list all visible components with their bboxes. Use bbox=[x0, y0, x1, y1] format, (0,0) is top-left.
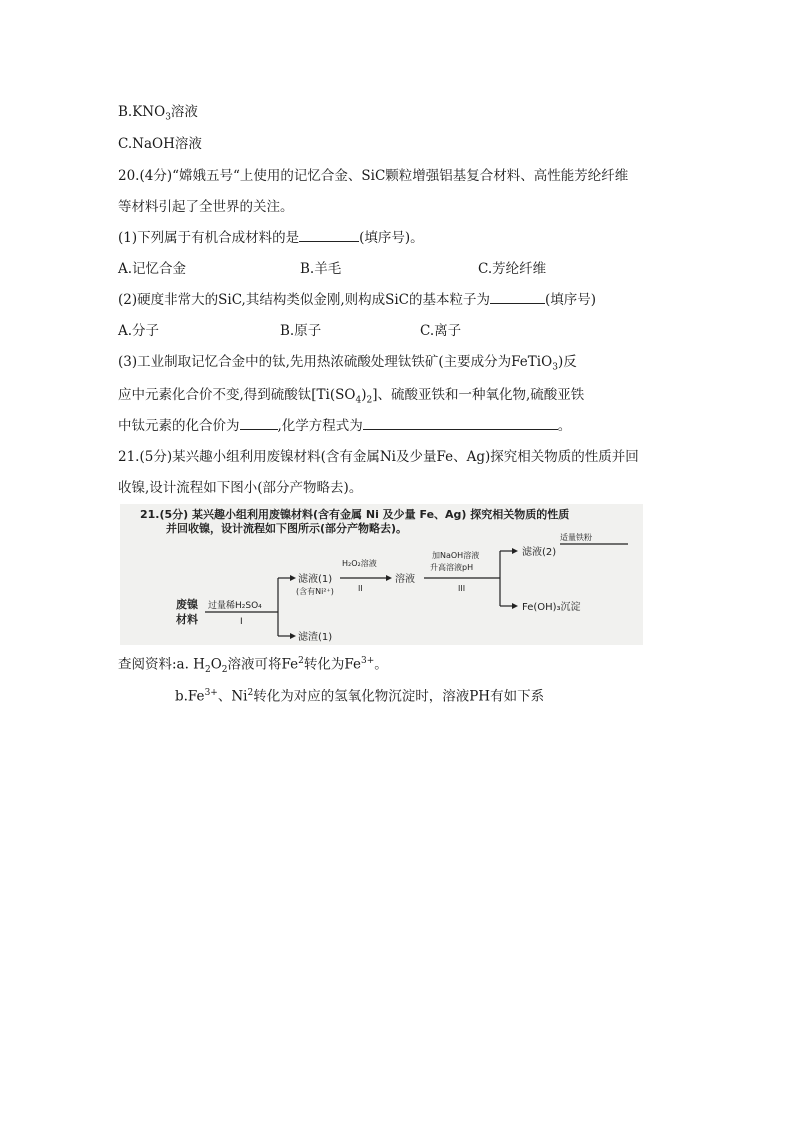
filtrate-2: 滤液(2) bbox=[522, 547, 557, 558]
q20-2-option-c: C.离子 bbox=[420, 323, 462, 339]
arrow-head bbox=[512, 548, 518, 554]
flow-title-line1: 21.(5分) 某兴趣小组利用废镍材料(含有金属 Ni 及少量 Fe、Ag) 探究相关物质的性质 bbox=[140, 508, 570, 521]
question-20-part-3-blanks: 中钛元素的化合价为 ,化学方程式为 。 bbox=[118, 418, 572, 434]
q20-1-option-b: B.羊毛 bbox=[300, 261, 342, 277]
question-20-part-3: (3)工业制取记忆合金中的钛,先用热浓硫酸处理钛铁矿(主要成分为FeTiO$_3$)反 bbox=[118, 354, 577, 373]
answer-blank[interactable] bbox=[240, 417, 278, 430]
q20-1-option-a: A.记忆合金 bbox=[118, 261, 187, 277]
start-material-1: 废镍 bbox=[176, 598, 198, 611]
arrow-head bbox=[290, 633, 296, 639]
option-c-naoh: C.NaOH溶液 bbox=[118, 136, 202, 152]
process-flow-diagram bbox=[120, 504, 643, 645]
q20-1-option-c: C.芳纶纤维 bbox=[478, 261, 547, 277]
solution: 溶液 bbox=[395, 574, 415, 585]
question-21-stem: 21.(5分)某兴趣小组利用废镍材料(含有金属Ni及少量Fe、Ag)探究相关物质的性质并回 bbox=[118, 449, 639, 465]
question-20-part-3-cont: 应中元素化合价不变,得到硫酸钛$[Ti(SO_4)_2]$、硫酸亚铁和一种氧化物,硫酸亚铁 bbox=[118, 387, 585, 406]
option-b-kno3: $B.KNO_3$溶液 bbox=[118, 104, 198, 123]
question-20-part-1: (1)下列属于有机合成材料的是 (填序号)。 bbox=[118, 230, 424, 246]
answer-blank[interactable] bbox=[490, 291, 545, 304]
step3-reagent-2: 升高溶液pH bbox=[430, 563, 474, 572]
question-20-part-2: (2)硬度非常大的SiC,其结构类似金刚,则构成SiC的基本粒子为 (填序号) bbox=[118, 292, 597, 308]
q20-2-option-b: B.原子 bbox=[280, 323, 322, 339]
residue-1: 滤渣(1) bbox=[298, 632, 333, 643]
question-20-stem-cont: 等材料引起了全世界的关注。 bbox=[118, 199, 294, 215]
start-material-2: 材料 bbox=[176, 613, 198, 626]
step1-reagent: 过量稀H₂SO₄ bbox=[208, 601, 262, 611]
reference-b: $b.Fe^{3+}$、Ni$^2$转化为对应的氢氧化物沉淀时，溶液PH有如下系 bbox=[175, 688, 545, 705]
question-21-stem-cont: 收镍,设计流程如下图小(部分产物略去)。 bbox=[118, 480, 363, 496]
arrow-head bbox=[512, 603, 518, 609]
step2-reagent: H₂O₂溶液 bbox=[342, 559, 377, 568]
step2-number: II bbox=[358, 584, 363, 593]
answer-blank[interactable] bbox=[363, 417, 558, 430]
flow-title-line2: 并回收镍，设计流程如下图所示(部分产物略去)。 bbox=[166, 522, 408, 535]
filtrate-1-note: (含有Ni²⁺) bbox=[296, 587, 334, 596]
question-20-stem: 20.(4分)“嫦娥五号“上使用的记忆合金、SiC颗粒增强铝基复合材料、高性能芳纶纤维 bbox=[118, 168, 629, 184]
arrow-head bbox=[290, 575, 296, 581]
step1-number: I bbox=[240, 617, 243, 627]
step4-reagent: 适量铁粉 bbox=[560, 533, 592, 542]
step3-reagent-1: 加NaOH溶液 bbox=[432, 551, 480, 560]
reference-a: 查阅资料:a. $H_2O_2$溶液可将Fe$^2$转化为$Fe^{3+}$。 bbox=[118, 656, 388, 676]
answer-blank[interactable] bbox=[299, 229, 359, 242]
step3-number: III bbox=[458, 584, 466, 593]
filtrate-1: 滤液(1) bbox=[298, 574, 333, 585]
q20-2-option-a: A.分子 bbox=[118, 323, 160, 339]
precipitate: Fe(OH)₃沉淀 bbox=[522, 602, 581, 613]
arrow-head bbox=[386, 575, 392, 581]
